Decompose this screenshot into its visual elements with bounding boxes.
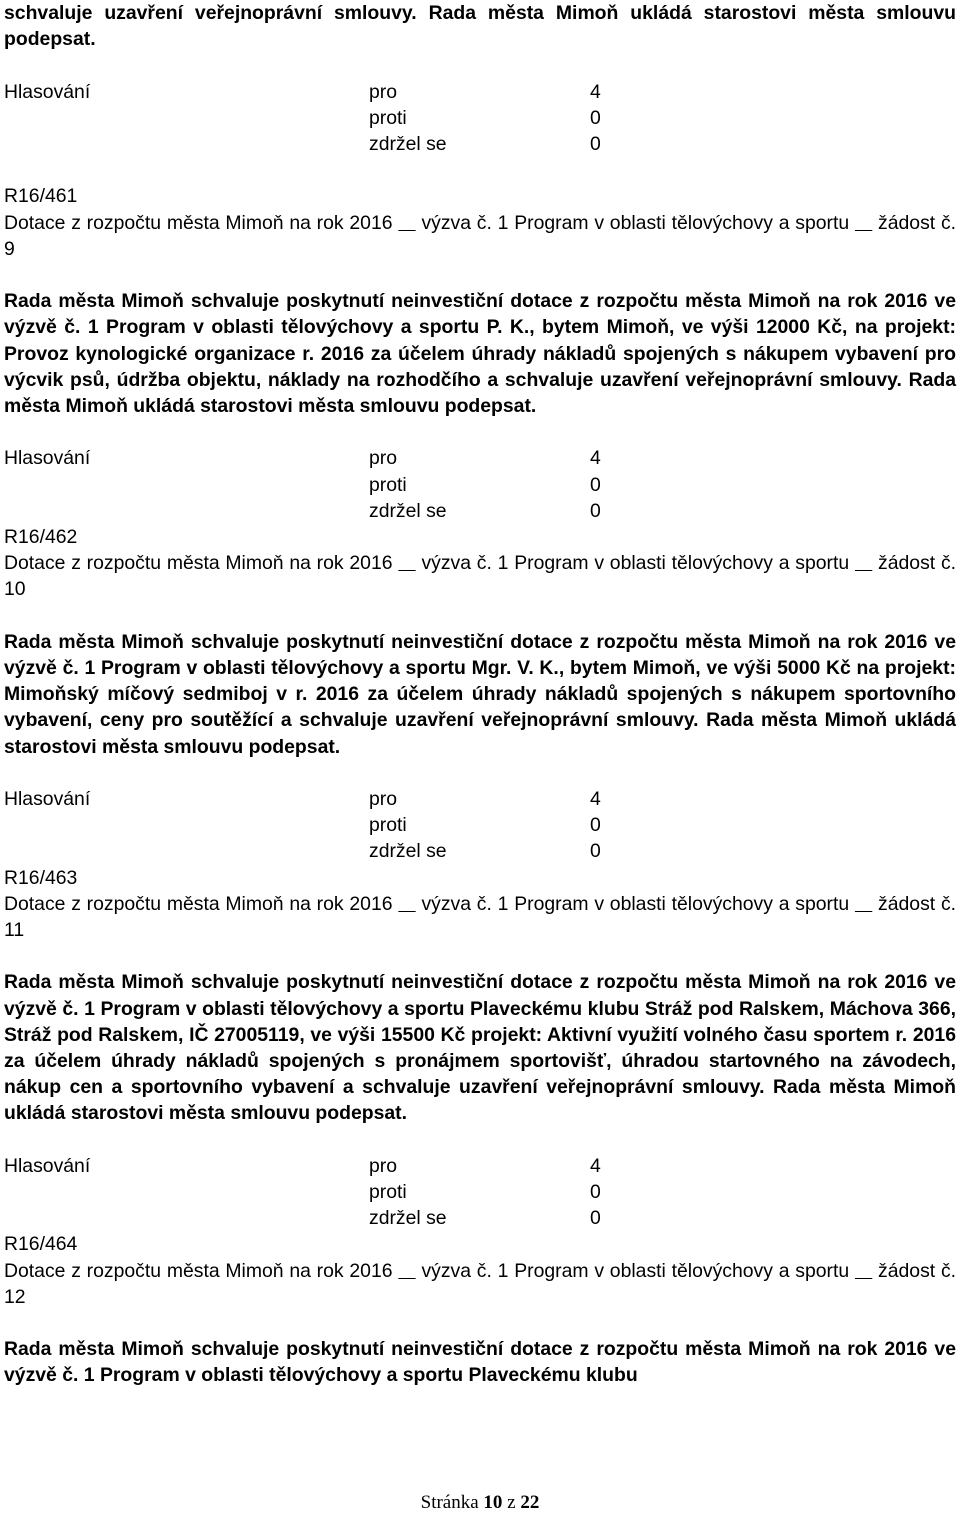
subject-request: žádost bbox=[878, 892, 936, 915]
resolution-id: R16/464 bbox=[4, 1233, 78, 1256]
vote-heading: Hlasování bbox=[4, 1154, 91, 1177]
resolution-subject bbox=[4, 891, 956, 943]
subject-dash bbox=[398, 1260, 415, 1282]
footer-total-pages: 22 bbox=[520, 1492, 540, 1513]
subject-mid: č. 1 Program v oblasti tělovýchovy a sportu bbox=[476, 1259, 850, 1282]
footer-page-number: 10 bbox=[483, 1492, 503, 1513]
vote-pro-label: pro bbox=[369, 1154, 398, 1177]
subject-prefix: Dotace z rozpočtu města Mimoň na rok 2016 bbox=[4, 1259, 393, 1282]
vote-pro-label: pro bbox=[369, 447, 398, 470]
subject-num: č. 12 bbox=[4, 1259, 957, 1308]
subject-dash bbox=[855, 893, 872, 915]
footer-separator: z bbox=[507, 1492, 516, 1513]
resolution-subject bbox=[4, 550, 956, 602]
intro-line-2: smlouvu podepsat. bbox=[4, 2, 956, 51]
subject-request: žádost bbox=[878, 1259, 936, 1282]
subject-dash bbox=[855, 552, 872, 574]
resolution-id: R16/463 bbox=[4, 866, 78, 889]
subject-dash bbox=[398, 552, 415, 574]
vote-proti-value: 0 bbox=[590, 814, 601, 837]
subject-prefix: Dotace z rozpočtu města Mimoň na rok 2016 bbox=[4, 211, 393, 234]
vote-zdrzel-value: 0 bbox=[590, 1207, 601, 1230]
resolution-body: Rada města Mimoň schvaluje poskytnutí neinvestiční dotace z rozpočtu města Mimoň na rok 2016 ve výzvě č. 1 Program v oblasti tělovýchovy a sportu Plaveckému klubu bbox=[4, 1338, 956, 1387]
subject-dash bbox=[855, 212, 872, 234]
intro-paragraph bbox=[4, 0, 956, 52]
resolution-block bbox=[4, 524, 956, 760]
subject-request: žádost bbox=[878, 552, 936, 575]
vote-proti-value: 0 bbox=[590, 106, 601, 129]
vote-block bbox=[4, 445, 956, 524]
vote-pro-value: 4 bbox=[590, 787, 601, 810]
vote-proti-label: proti bbox=[369, 1180, 407, 1203]
vote-block bbox=[4, 79, 956, 158]
subject-mid: č. 1 Program v oblasti tělovýchovy a sportu bbox=[476, 211, 850, 234]
resolution-block bbox=[4, 183, 956, 419]
vote-zdrzel-label: zdržel se bbox=[369, 132, 447, 155]
vote-pro-value: 4 bbox=[590, 80, 601, 103]
vote-zdrzel-value: 0 bbox=[590, 132, 601, 155]
subject-num: č. 9 bbox=[4, 211, 957, 260]
resolution-subject bbox=[4, 1258, 956, 1310]
subject-prefix: Dotace z rozpočtu města Mimoň na rok 2016 bbox=[4, 892, 393, 915]
vote-zdrzel-label: zdržel se bbox=[369, 499, 447, 522]
vote-block bbox=[4, 1153, 956, 1232]
resolution-body: Rada města Mimoň schvaluje poskytnutí neinvestiční dotace z rozpočtu města Mimoň na rok 2016 ve výzvě č. 1 Program v oblasti tělovýchovy a sportu P. K., bytem Mimoň, ve výši 12000 Kč, na projekt: Provoz kynologické organizace r. 2016 za účelem úhrady nákladů spojených s nákupem vybavení pro výcvik psů, údržba objektu, náklady na rozhodčího a schvaluje uzavření veřejnoprávní smlouvy. Rada města Mimoň ukládá starostovi města smlouvu podepsat. bbox=[4, 290, 956, 417]
vote-pro-label: pro bbox=[369, 787, 398, 810]
intro-line-1: schvaluje uzavření veřejnoprávní smlouvy. Rada města Mimoň ukládá starostovi města bbox=[4, 2, 865, 24]
subject-call: výzva bbox=[421, 552, 472, 575]
page-footer bbox=[0, 1492, 960, 1514]
footer-prefix: Stránka bbox=[420, 1492, 479, 1513]
vote-pro-label: pro bbox=[369, 80, 398, 103]
subject-num: č. 11 bbox=[4, 892, 957, 941]
vote-pro-value: 4 bbox=[590, 447, 601, 470]
vote-proti-label: proti bbox=[369, 106, 407, 129]
subject-num: č. 10 bbox=[4, 552, 957, 601]
subject-dash bbox=[398, 893, 415, 915]
subject-call: výzva bbox=[421, 892, 472, 915]
vote-proti-label: proti bbox=[369, 473, 407, 496]
vote-heading: Hlasování bbox=[4, 447, 91, 470]
vote-zdrzel-value: 0 bbox=[590, 840, 601, 863]
resolution-block bbox=[4, 865, 956, 1127]
vote-proti-label: proti bbox=[369, 814, 407, 837]
vote-pro-value: 4 bbox=[590, 1154, 601, 1177]
subject-call: výzva bbox=[421, 1259, 472, 1282]
document-page bbox=[4, 0, 956, 1389]
resolution-id: R16/461 bbox=[4, 185, 78, 208]
subject-request: žádost bbox=[878, 211, 936, 234]
subject-dash bbox=[398, 212, 415, 234]
subject-mid: č. 1 Program v oblasti tělovýchovy a sportu bbox=[476, 892, 850, 915]
subject-prefix: Dotace z rozpočtu města Mimoň na rok 2016 bbox=[4, 552, 393, 575]
resolution-id: R16/462 bbox=[4, 525, 78, 548]
subject-mid: č. 1 Program v oblasti tělovýchovy a sportu bbox=[476, 552, 850, 575]
resolution-body: Rada města Mimoň schvaluje poskytnutí neinvestiční dotace z rozpočtu města Mimoň na rok 2016 ve výzvě č. 1 Program v oblasti tělovýchovy a sportu Plaveckému klubu Stráž pod Ralskem, Máchova 366, Stráž pod Ralskem, IČ 27005119, ve výši 15500 Kč projekt: Aktivní využití volného času sportem r. 2016 za účelem úhrady nákladů spojených s pronájmem sportovišť, úhradou startovného na závodech, nákup cen a sportovního vybavení a schvaluje uzavření veřejnoprávní smlouvy. Rada města Mimoň ukládá starostovi města smlouvu podepsat. bbox=[4, 971, 956, 1125]
resolution-subject bbox=[4, 210, 956, 262]
subject-call: výzva bbox=[421, 211, 472, 234]
vote-proti-value: 0 bbox=[590, 1180, 601, 1203]
vote-heading: Hlasování bbox=[4, 787, 91, 810]
vote-heading: Hlasování bbox=[4, 80, 91, 103]
vote-zdrzel-label: zdržel se bbox=[369, 1207, 447, 1230]
vote-zdrzel-label: zdržel se bbox=[369, 840, 447, 863]
resolution-block bbox=[4, 1231, 956, 1388]
vote-zdrzel-value: 0 bbox=[590, 499, 601, 522]
subject-dash bbox=[855, 1260, 872, 1282]
resolution-body: Rada města Mimoň schvaluje poskytnutí neinvestiční dotace z rozpočtu města Mimoň na rok 2016 ve výzvě č. 1 Program v oblasti tělovýchovy a sportu Mgr. V. K., bytem Mimoň, ve výši 5000 Kč na projekt: Mimoňský míčový sedmiboj v r. 2016 za účelem úhrady nákladů spojených s nákupem sportovního vybavení, ceny pro soutěžící a schvaluje uzavření veřejnoprávní smlouvy. Rada města Mimoň ukládá starostovi města smlouvu podepsat. bbox=[4, 630, 956, 758]
vote-proti-value: 0 bbox=[590, 473, 601, 496]
vote-block bbox=[4, 786, 956, 865]
